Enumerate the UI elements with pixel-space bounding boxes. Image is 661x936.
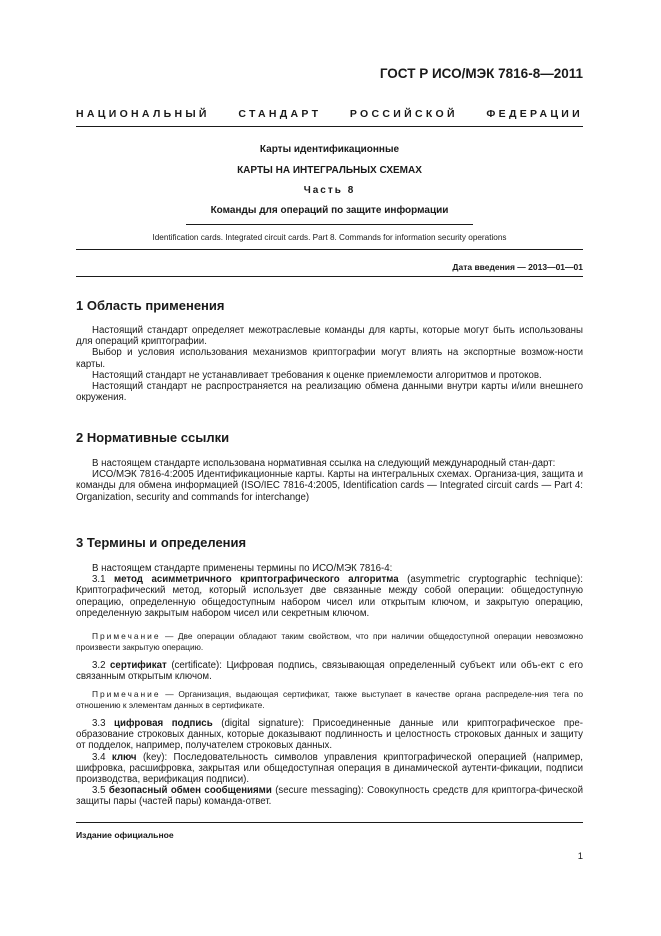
term-3-2-block bbox=[76, 660, 583, 682]
section-3-intro bbox=[76, 563, 583, 619]
date-rule bbox=[76, 276, 583, 277]
page-number: 1 bbox=[577, 851, 583, 862]
title-rule bbox=[186, 224, 473, 225]
official-edition: Издание официальное bbox=[76, 830, 174, 840]
term-3-1-definition: (asymmetric cryptographic technique): Криптографический метод, который использует две связанные между собой операции: общедоступную операцию, определенную общедоступным набором чисел или открытым ключом, и закрытую операцию, определенную закрытым набором чисел или секретным ключом. bbox=[76, 574, 583, 619]
section-1-text bbox=[76, 325, 583, 403]
note-3-2 bbox=[76, 689, 583, 711]
title-line-3: Команды для операций по защите информации bbox=[210, 205, 449, 216]
section-2-text bbox=[76, 458, 583, 503]
s1-paragraph-2: Выбор и условия использования механизмов криптографии могут влиять на экспортные возмож-ности карты. bbox=[76, 347, 583, 370]
section-1-heading: 1 Область применения bbox=[76, 298, 225, 313]
note-3-2-label: Примечание bbox=[92, 689, 161, 699]
introduction-date: Дата введения — 2013—01—01 bbox=[452, 262, 583, 272]
section-3-heading: 3 Термины и определения bbox=[76, 535, 247, 550]
note-3-1-text: — Две операции обладают таким свойством, что при наличии общедоступной операции невозможно произвести закрытую операцию. bbox=[76, 631, 583, 653]
term-3-2-number: 3.2 bbox=[92, 660, 106, 671]
note-3-1-label: Примечание bbox=[92, 631, 161, 641]
term-3-5-definition: (secure messaging): Совокупность средств для криптогра-фической защиты пары (частей пары) команда-ответ. bbox=[76, 785, 583, 808]
term-3-3 bbox=[76, 718, 583, 752]
term-3-3-definition: (digital signature): Присоединенные данные или криптографическое пре-образование строковых данных, которые доказывают подлинность и целостность строковых данных и защиту от подделок, например, получателем строковых данных. bbox=[76, 718, 583, 752]
title-part: Часть 8 bbox=[303, 185, 356, 196]
english-title: Identification cards. Integrated circuit cards. Part 8. Commands for information security operations bbox=[152, 233, 507, 242]
title-line-2: КАРТЫ НА ИНТЕГРАЛЬНЫХ СХЕМАХ bbox=[237, 165, 422, 176]
section-2-heading: 2 Нормативные ссылки bbox=[76, 430, 230, 445]
terms-3-3-to-3-5 bbox=[76, 718, 583, 808]
term-3-5-term: безопасный обмен сообщениями bbox=[108, 785, 272, 797]
s2-paragraph-2: ИСО/МЭК 7816-4:2005 Идентификационные карты. Карты на интегральных схемах. Организа-ция, защита и команды для обмена информацией (ISO/IEC 7816-4:2005, Identification cards — Integrated circuit cards — Part 4: Organization, security and commands for interchange) bbox=[76, 469, 583, 503]
term-3-4-definition: (key): Последовательность символов управления криптографической операцией (например, шифровка, расшифровка, закрытая или общедоступная операция в динамической аутенти-фикации, подписи производства, верификация подписи). bbox=[76, 751, 583, 786]
term-3-1-term: метод асимметричного криптографического алгоритма bbox=[113, 574, 399, 586]
term-3-1 bbox=[76, 574, 583, 619]
s1-paragraph-1: Настоящий стандарт определяет межотраслевые команды для карты, которые могут быть использованы для операций криптографии. bbox=[76, 325, 583, 348]
national-standard-banner: НАЦИОНАЛЬНЫЙ СТАНДАРТ РОССИЙСКОЙ ФЕДЕРАЦИИ bbox=[76, 108, 583, 120]
term-3-2-definition: (certificate): Цифровая подпись, связывающая определенный субъект или объ-ект с его связанным открытым ключом. bbox=[76, 660, 583, 683]
english-title-rule bbox=[76, 249, 583, 250]
footer-rule bbox=[76, 822, 583, 823]
note-3-2-text: — Организация, выдающая сертификат, также выступает в качестве органа распределе-ния тега по отношению к элементам данных в сертификате. bbox=[76, 689, 583, 711]
term-3-3-term: цифровая подпись bbox=[114, 718, 213, 729]
s1-paragraph-4: Настоящий стандарт не распространяется на реализацию обмена данными внутри карты и/или внешнего окружения. bbox=[76, 381, 583, 404]
s1-paragraph-3: Настоящий стандарт не устанавливает требования к оценке приемлемости алгоритмов и протоков. bbox=[92, 369, 542, 381]
header-rule bbox=[76, 126, 583, 127]
term-3-4-term: ключ bbox=[111, 751, 137, 763]
title-line-1: Карты идентификационные bbox=[259, 144, 400, 155]
s3-intro: В настоящем стандарте применены термины по ИСО/МЭК 7816-4: bbox=[92, 563, 393, 574]
term-3-1-number: 3.1 bbox=[92, 574, 106, 586]
term-3-5-number: 3.5 bbox=[92, 785, 106, 797]
term-3-4 bbox=[76, 752, 583, 786]
term-3-4-number: 3.4 bbox=[92, 751, 106, 763]
standard-code: ГОСТ Р ИСО/МЭК 7816-8—2011 bbox=[379, 66, 583, 81]
term-3-2 bbox=[76, 660, 583, 682]
term-3-2-term: сертификат bbox=[110, 660, 167, 671]
s2-paragraph-1: В настоящем стандарте использована нормативная ссылка на следующий международный стан-дарт: bbox=[92, 458, 556, 469]
term-3-5 bbox=[76, 785, 583, 807]
note-3-1 bbox=[76, 631, 583, 653]
term-3-3-number: 3.3 bbox=[92, 718, 106, 729]
